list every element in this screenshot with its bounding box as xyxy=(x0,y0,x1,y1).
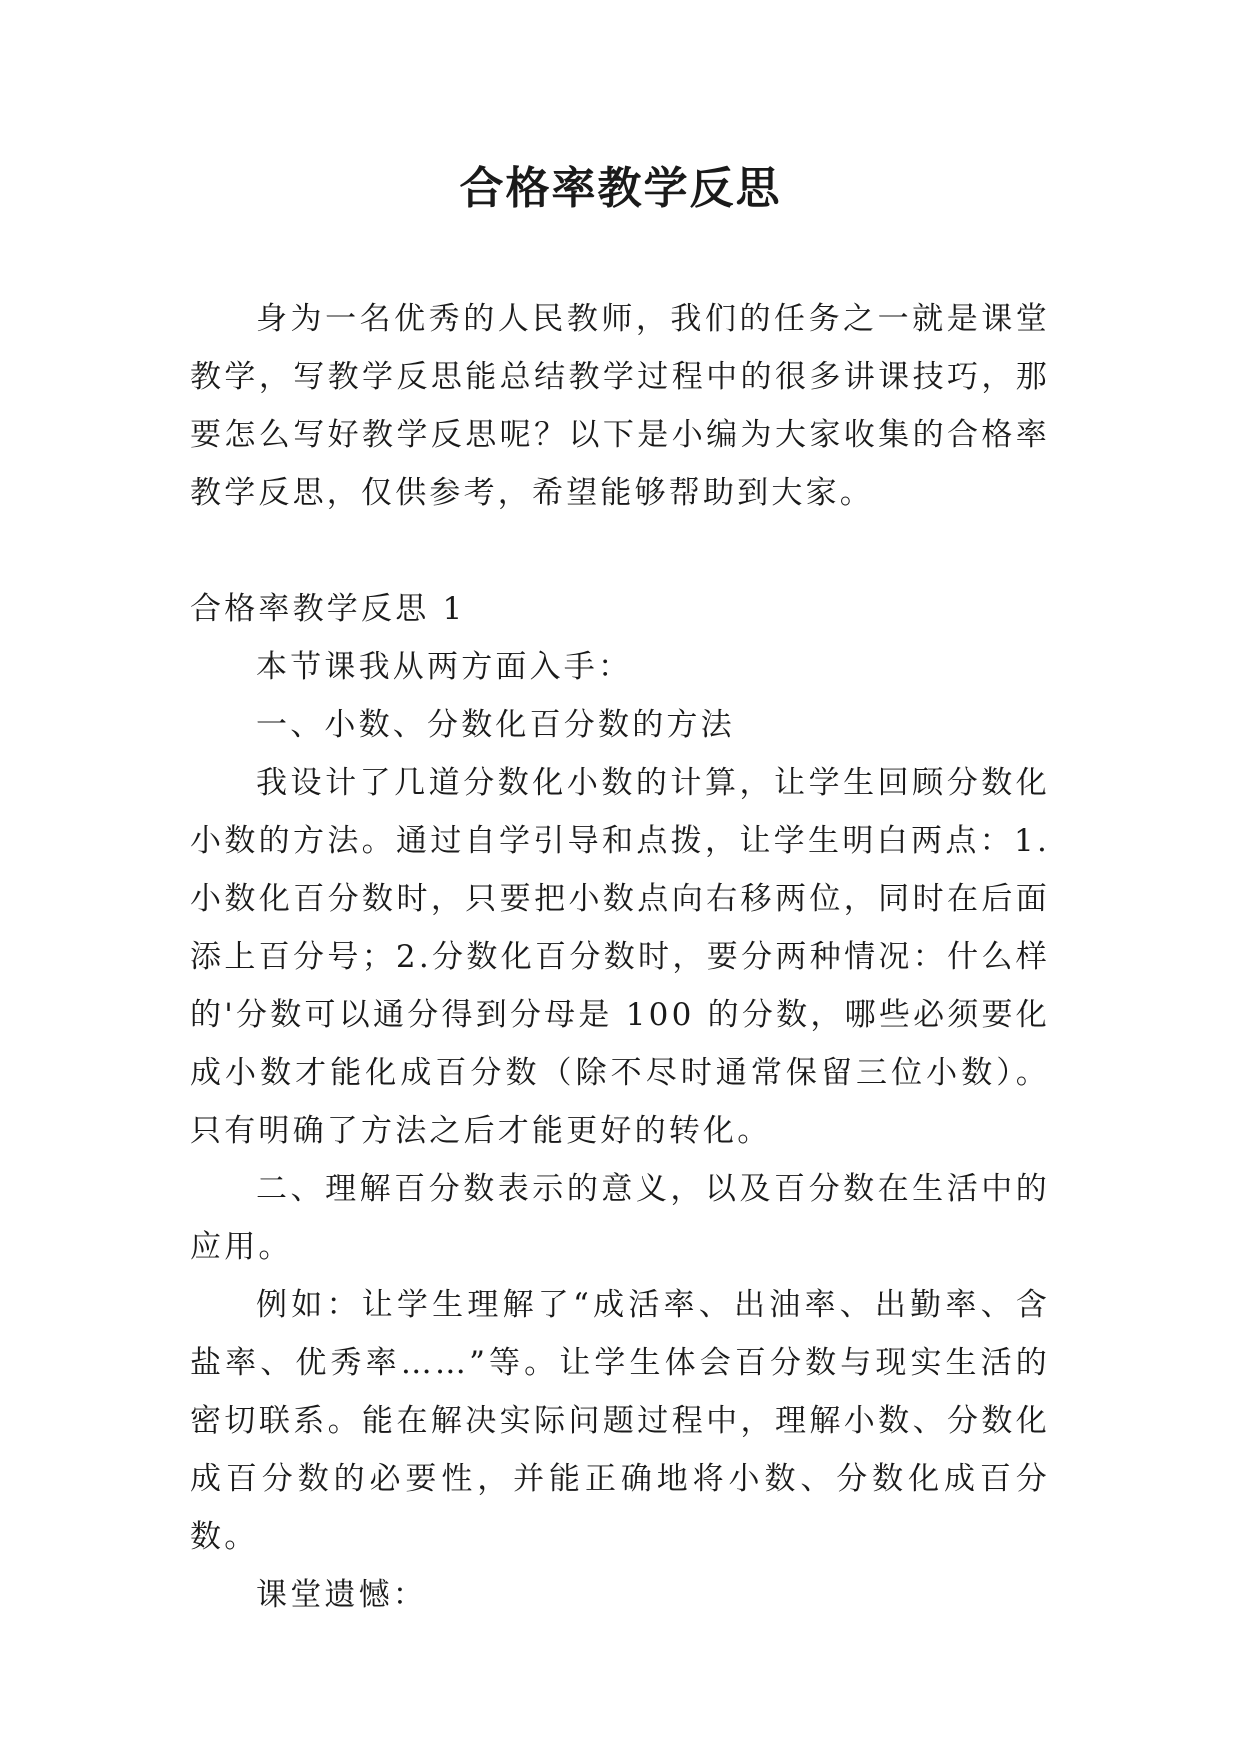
body-paragraph: 我设计了几道分数化小数的计算，让学生回顾分数化小数的方法。通过自学引导和点拨，让学生明白两点：1.小数化百分数时，只要把小数点向右移两位，同时在后面添上百分号；2.分数化百分数时，要分两种情况：什么样的'分数可以通分得到分母是 100 的分数，哪些必须要化成小数才能化成百分数（除不尽时通常保留三位小数）。只有明确了方法之后才能更好的转化。 xyxy=(190,765,1050,1149)
body-paragraph: 课堂遗憾： xyxy=(256,1577,427,1613)
body-paragraph: 本节课我从两方面入手： xyxy=(256,649,633,685)
subheading-paragraph: 一、小数、分数化百分数的方法 xyxy=(256,707,735,743)
document-body xyxy=(190,290,1050,1624)
subheading-paragraph: 二、理解百分数表示的意义，以及百分数在生活中的应用。 xyxy=(190,1171,1050,1265)
section-heading: 合格率教学反思 1 xyxy=(190,591,466,627)
document-title: 合格率教学反思 xyxy=(459,163,782,214)
body-paragraph: 例如：让学生理解了“成活率、出油率、出勤率、含盐率、优秀率……”等。让学生体会百分数与现实生活的密切联系。能在解决实际问题过程中，理解小数、分数化成百分数的必要性，并能正确地将小数、分数化成百分数。 xyxy=(190,1287,1050,1555)
intro-paragraph: 身为一名优秀的人民教师，我们的任务之一就是课堂教学，写教学反思能总结教学过程中的很多讲课技巧，那要怎么写好教学反思呢？以下是小编为大家收集的合格率教学反思，仅供参考，希望能够帮助到大家。 xyxy=(190,301,1050,511)
